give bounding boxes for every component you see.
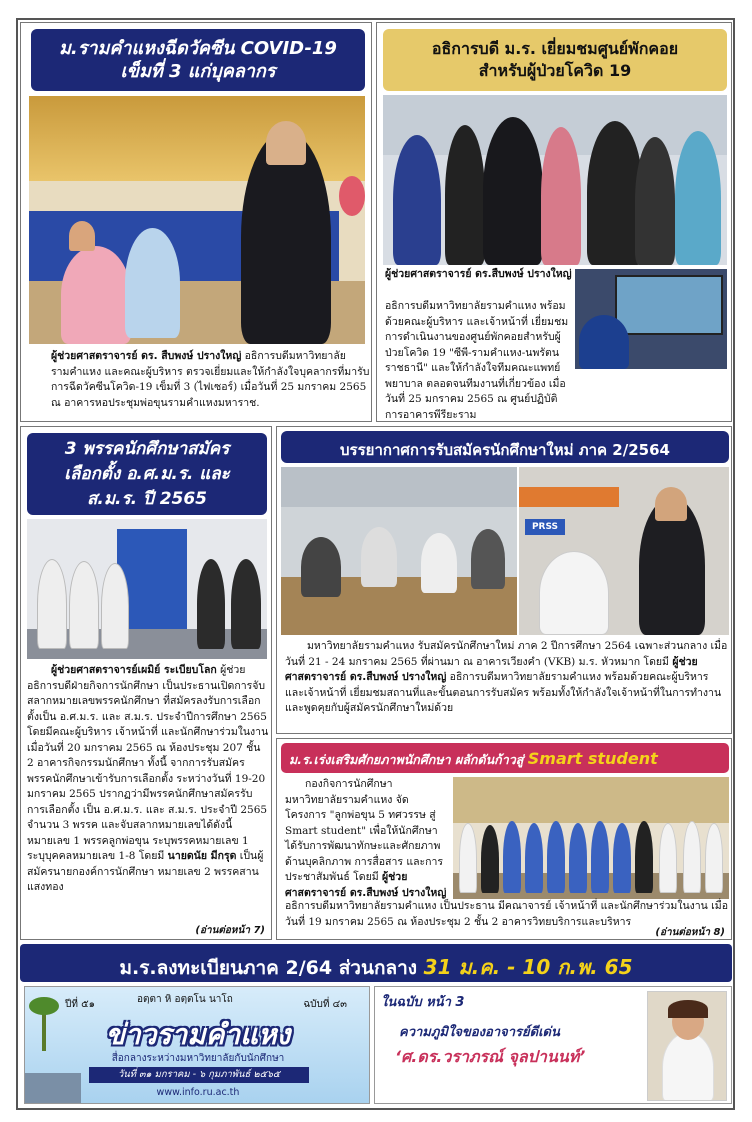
masthead-issue: ฉบับที่ ๔๓ [303,999,347,1010]
isolation-center-caption [385,267,575,283]
student-parties-photo [27,519,267,659]
masthead-motto: อตฺตา หิ อตฺตโน นาโถ [137,994,233,1005]
student-parties-caption: ผู้ช่วยศาสตราจารย์เผมิย์ ระเบียบโลก ผู้ช่วยอธิการบดีฝ่ายกิจการนักศึกษา เป็นประธานเปิดการจับสลากหมายเลขพรรคนักศึกษา ที่สมัครลงรับการเลือกตั้งเป็น อ.ศ.ม.ร. และ ส.ม.ร. ประจำปีการศึกษา 2565 โดยมีคณะผู้บริหาร เจ้าหน้าที่ และนักศึกษาร่วมในงาน เมื่อวันที่ 20 มกราคม 2565 ณ ห้องประชุม 207 ชั้น 2 อาคารกิจกรรมนักศึกษา ทั้งนี้ จากการรับสมัครพรรคนักศึกษาเข้ารับการเลือกตั้ง ระหว่างวันที่ 19-20 มกราคม 2565 ปรากฏว่ามีพรรคนักศึกษาสมัครรับการเลือกตั้ง เป็น อ.ศ.ม.ร. และ ส.ม.ร. ประจำปี 2565 จำนวน 3 พรรค และจับสลากหมายเลขได้ดังนี้ หมายเลข 1 พรรคลูกพ่อขุน ระบุพรรคหมายเลข 1 ระบุบุคคลหมายเลข 1-8 โดยมี นายดนัย มีกรุด เป็นผู้สมัครนายกองค์การนักศึกษา หมายเลข 2 พรรคสานแสงทอง [27,664,269,893]
smart-student-caption-name: ผู้ช่วยศาสตราจารย์ ดร.สืบพงษ์ ปรางใหญ่ [285,871,447,899]
masthead [24,986,370,1104]
registration-date-range: 31 ม.ค. - 10 ก.พ. 65 [423,955,633,979]
news-isolation-center [376,22,732,422]
covid-vaccine-title [31,29,365,91]
registration-date-banner [20,944,732,982]
registration-banner: PRSS [525,519,565,535]
masthead-date: วันที่ ๓๑ มกราคม - ๖ กุมภาพันธ์ ๒๕๖๕ [89,1067,309,1083]
palm-tree-icon [29,991,59,1051]
smart-student-caption-bottom: อธิการบดีมหาวิทยาลัยรามคำแหง เป็นประธาน มีคณาจารย์ เจ้าหน้าที่ และนักศึกษาร่วมในงาน เมื่อวันที่ 19 มกราคม 2565 ณ ห้องประชุม 2 ชั้น 2 อาคารวิทยบริการและบริหาร [285,900,728,928]
smart-student-caption-top: กองกิจการนักศึกษา มหาวิทยาลัยรามคำแหง จัดโครงการ "ลูกพ่อขุน 5 ทศวรรษ สู่ Smart student" เพื่อให้นักศึกษาได้รับการพัฒนาทักษะและศักยภาพด้านบุคลิกภาพ การสื่อสาร และการประชาสัมพันธ์ โดยมี ผู้ช่วยศาสตราจารย์ ดร.สืบพงษ์ ปรางใหญ่ [285,778,447,899]
covid-vaccine-photo [29,96,365,344]
registration-title: บรรยากาศการรับสมัครนักศึกษาใหม่ ภาค 2/2564 [281,431,729,463]
registration-caption-name: ผู้ช่วยศาสตราจารย์ ดร.สืบพงษ์ ปรางใหญ่ [285,655,698,683]
isolation-center-caption-name: ผู้ช่วยศาสตราจารย์ ดร.สืบพงษ์ ปรางใหญ่ [385,268,572,280]
masthead-name: ข่าวรามคำแหง [105,1018,291,1051]
isolation-center-title [383,29,727,91]
smart-student-title-em: Smart student [527,749,658,768]
masthead-url[interactable]: www.info.ru.ac.th [156,1087,240,1098]
smart-student-photo [453,777,729,899]
student-parties-title-line3: ส.ม.ร. ปี 2565 [86,489,208,509]
covid-vaccine-title-line2: เข็มที่ 3 แก่บุคลากร [120,61,276,82]
covid-vaccine-caption-body: อธิการบดีมหาวิทยาลัยรามคำแหง และคณะผู้บริหาร ตรวจเยี่ยมและให้กำลังใจบุคลากรที่มารับการฉีดวัคซีนโควิด-19 เข็มที่ 3 (ไฟเซอร์) เมื่อวันที่ 25 มกราคม 2565 ณ อาคารหอประชุมพ่อขุนรามคำแหงมหาราช. [51,350,370,409]
inside-this-issue [374,986,732,1104]
registration-caption: มหาวิทยาลัยรามคำแหง รับสมัครนักศึกษาใหม่ ภาค 2 ปีการศึกษา 2564 เฉพาะส่วนกลาง เมื่อวันที่ 21 - 24 มกราคม 2565 ที่ผ่านมา ณ อาคารเวียงคำ (VKB) ม.ร. หัวหมาก โดยมี ผู้ช่วยศาสตราจารย์ ดร.สืบพงษ์ ปรางใหญ่ อธิการบดีมหาวิทยาลัยรามคำแหง พร้อมด้วยคณะผู้บริหาร และเจ้าหน้าที่ เยี่ยมชมสถานที่และขั้นตอนการรับสมัคร พร้อมทั้งให้กำลังใจเจ้าหน้าที่ในการทำงาน และพูดคุยกับผู้สมัครนักศึกษาใหม่ด้วย [285,640,728,714]
isolation-center-title-line1: อธิการบดี ม.ร. เยี่ยมชมศูนย์พักคอย [431,39,679,58]
registration-photo-desk [519,467,729,635]
student-parties-continue[interactable]: (อ่านต่อหน้า 7) [195,925,265,936]
masthead-tagline: สื่อกลางระหว่างมหาวิทยาลัยกับนักศึกษา [111,1053,285,1064]
registration-date-label: ม.ร.ลงทะเบียนภาค 2/64 ส่วนกลาง [119,957,424,979]
inside-label: ในฉบับ หน้า 3 [381,995,465,1010]
news-new-student-registration [276,426,732,734]
student-parties-title-line1: 3 พรรคนักศึกษาสมัคร [64,439,230,459]
news-covid-vaccine [20,22,372,422]
news-smart-student [276,738,732,940]
registration-photo-hall [281,467,517,635]
covid-vaccine-caption [51,349,371,411]
isolation-center-photo [383,95,727,265]
inside-line2[interactable]: ‘ศ.ดร.วราภรณ์ จุลปานนท์’ [395,1047,586,1066]
isolation-center-caption-body: อธิการบดีมหาวิทยาลัยรามคำแหง พร้อมด้วยคณะผู้บริหาร และเจ้าหน้าที่ เยี่ยมชมการดำเนินงานของศูนย์พักคอยสำหรับผู้ป่วยโควิด 19 "ซีพี-รามคำแหง-นพรัตนราชธานี" และให้กำลังใจทีมคณะแพทย์ พยาบาล ตลอดจนทีมงานที่เกี่ยวข้อง เมื่อวันที่ 25 มกราคม 2565 ณ ศูนย์ปฏิบัติการอาคารพีรียะราม [385,300,569,421]
building-icon [25,1073,81,1104]
professor-portrait [647,991,727,1101]
smart-student-continue[interactable]: (อ่านต่อหน้า 8) [655,927,725,938]
student-parties-caption-name2: นายดนัย มีกรุด [167,850,237,862]
inside-line1: ความภูมิใจของอาจารย์ดีเด่น [399,1025,560,1040]
student-parties-title [27,433,267,515]
covid-vaccine-title-line1: ม.รามคำแหงฉีดวัคซีน COVID-19 [59,38,337,59]
smart-student-title: ม.ร.เร่งเสริมศักยภาพนักศึกษา ผลักดันก้าวสู่ Smart student [281,743,729,773]
student-parties-title-line2: เลือกตั้ง อ.ศ.ม.ร. และ [64,464,230,484]
isolation-center-title-line2: สำหรับผู้ป่วยโควิด 19 [478,61,632,80]
news-student-parties [20,426,272,940]
student-parties-caption-name: ผู้ช่วยศาสตราจารย์เผมิย์ ระเบียบโลก [51,664,217,676]
covid-vaccine-caption-name: ผู้ช่วยศาสตราจารย์ ดร. สืบพงษ์ ปรางใหญ่ [51,350,242,362]
masthead-year: ปีที่ ๕๑ [65,999,96,1010]
